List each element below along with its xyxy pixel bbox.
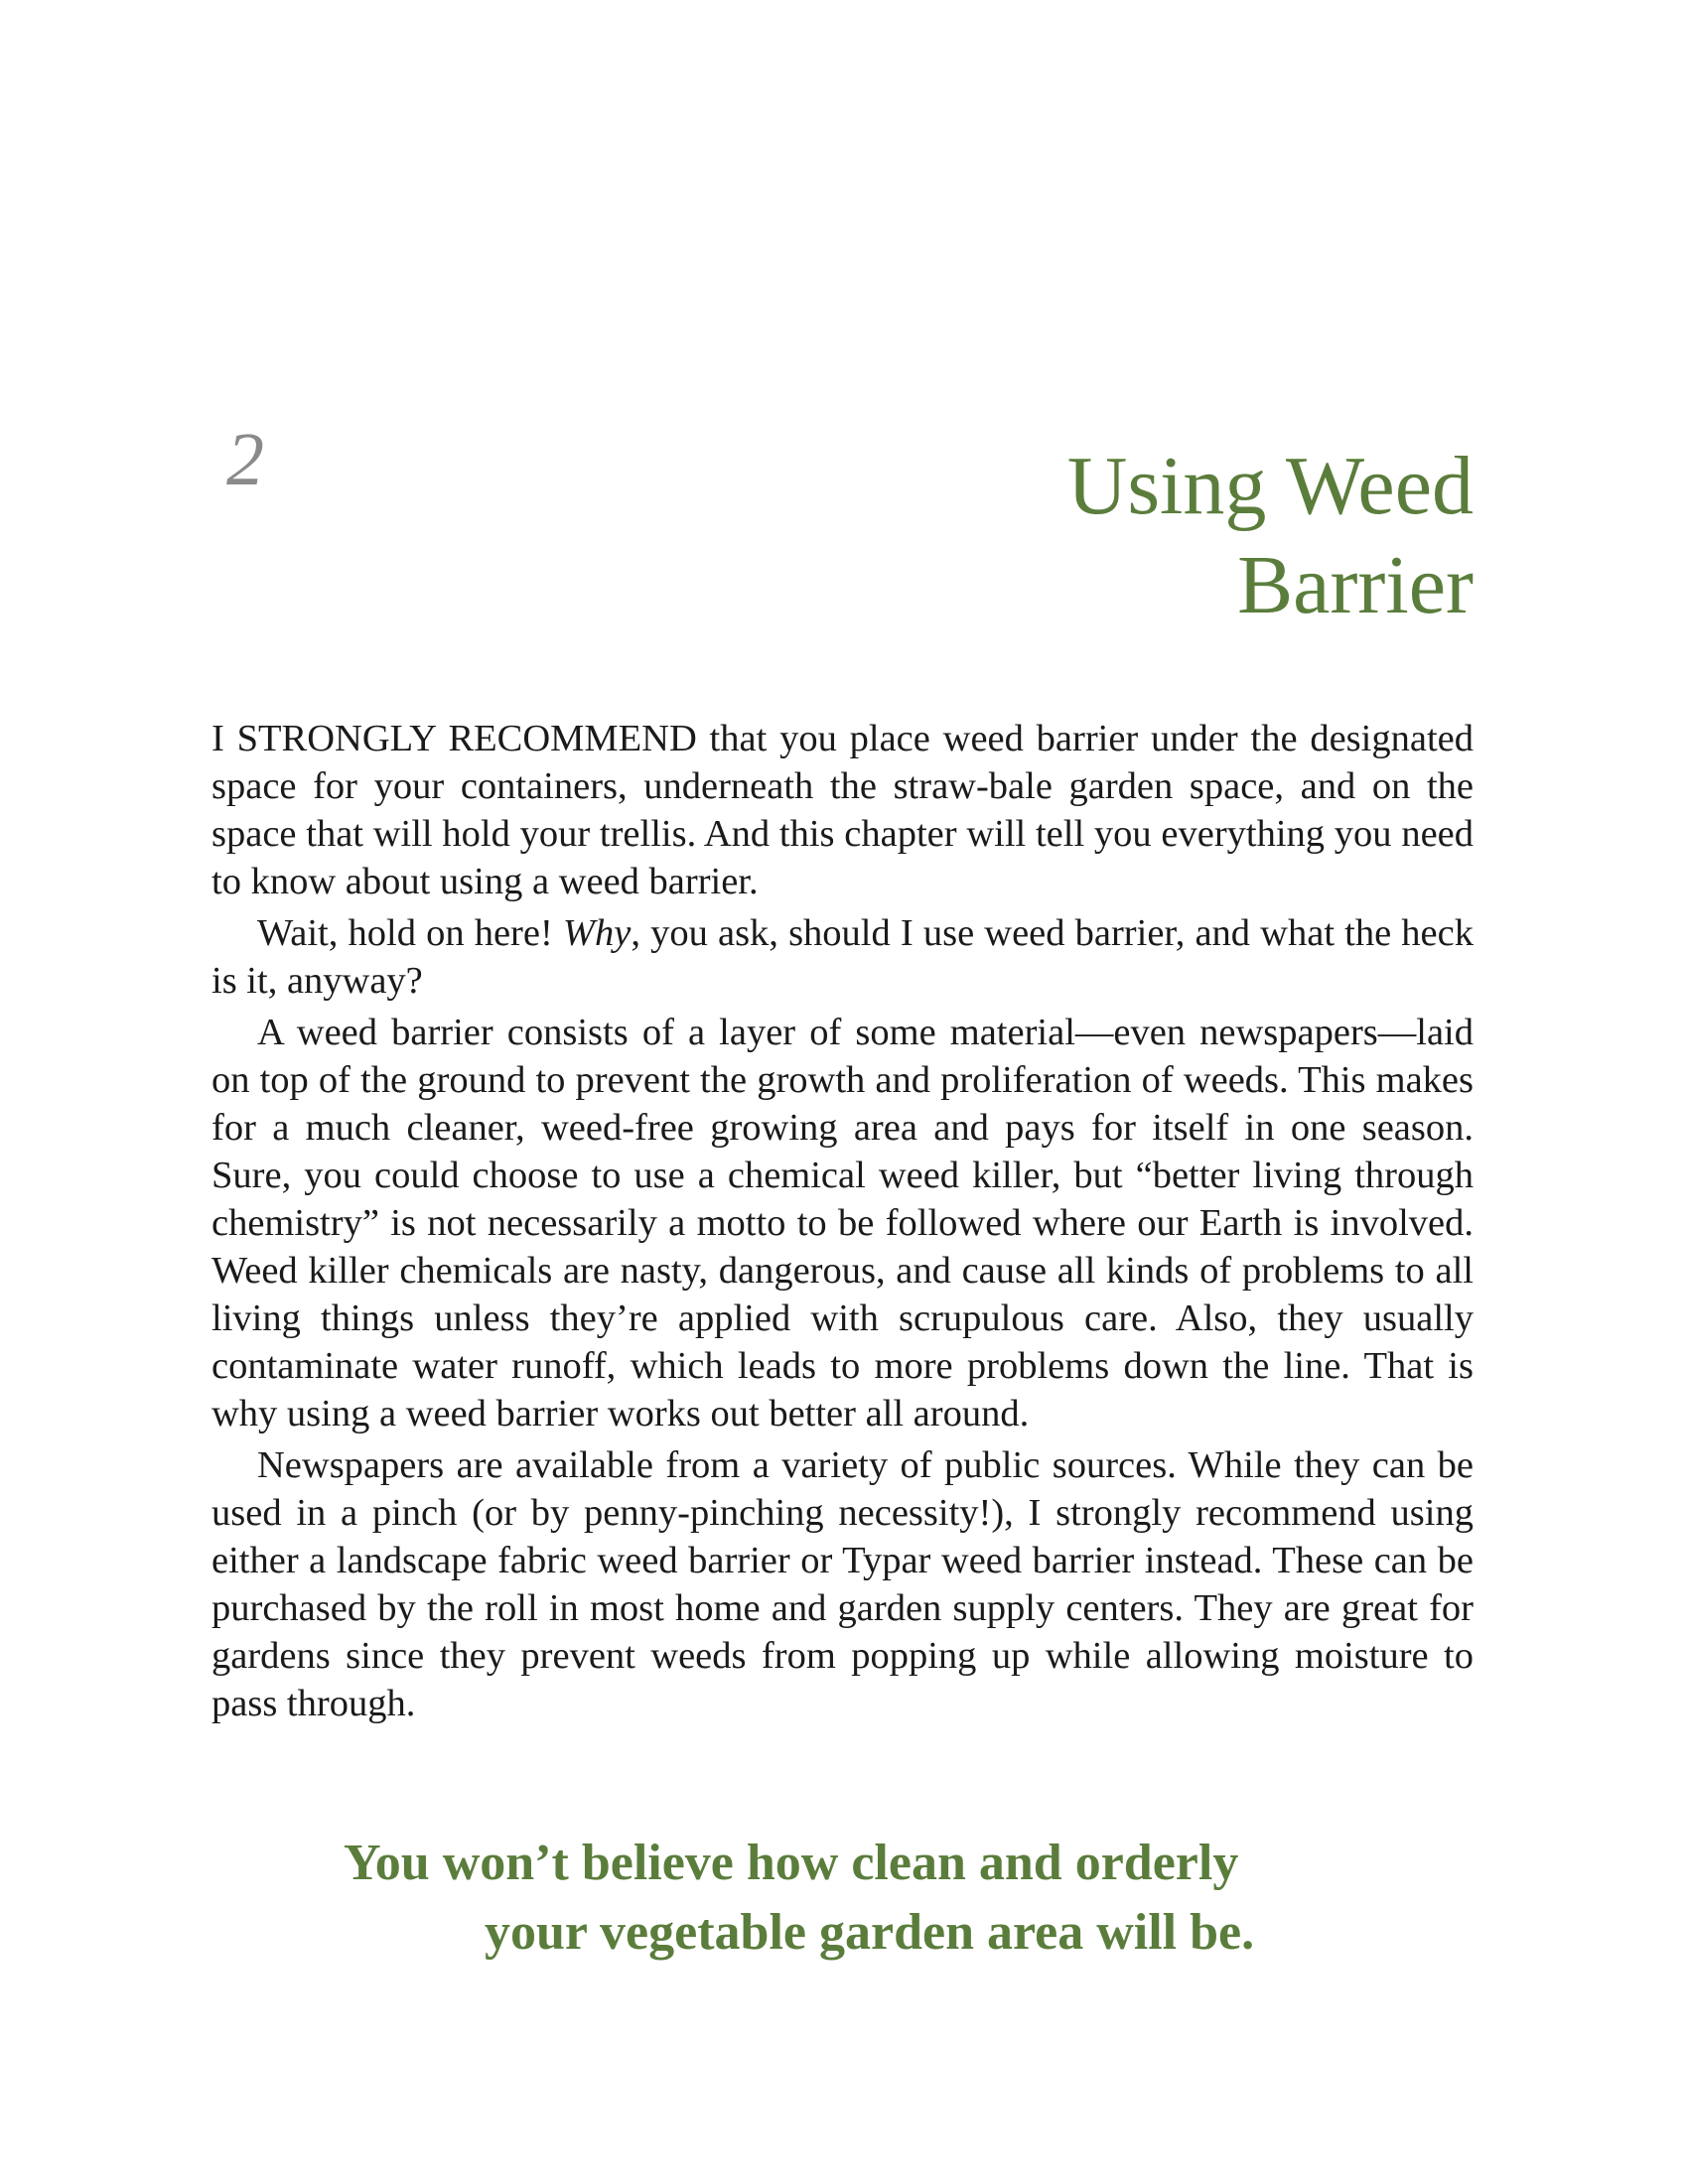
chapter-number: 2	[226, 418, 264, 501]
paragraph-3: A weed barrier consists of a layer of some material—even newspapers—laid on top of the ground to prevent the growth and proliferation of weeds. This makes for a much cleaner, weed-free growing area and pays for itself in one season. Sure, you could choose to use a chemical weed killer, but “better living through chemistry” is not necessarily a motto to be followed where our Earth is involved. Weed killer chemicals are nasty, dangerous, and cause all kinds of problems to all living things unless they’re applied with scrupulous care. Also, they usually contaminate water runoff, which leads to more problems down the line. That is why using a weed barrier works out better all around.	[211, 1012, 1474, 1434]
chapter-title-line-1: Using Weed	[1066, 440, 1474, 532]
paragraph-2-rest: , you ask, should I use weed barrier, and what the heck is it, anyway?	[211, 912, 1474, 1002]
pull-quote-line-2: your vegetable garden area will be.	[485, 1904, 1255, 1961]
chapter-title	[778, 437, 1474, 635]
paragraph-2-lead: Wait, hold on here!	[257, 912, 563, 954]
paragraph-1: I STRONGLY RECOMMEND that you place weed barrier under the designated space for your containers, underneath the straw-bale garden space, and on the space that will hold your trellis. And this chapter will tell you everything you need to know about using a weed barrier.	[211, 718, 1474, 902]
chapter-body	[211, 715, 1474, 1731]
pull-quote	[211, 1829, 1474, 1968]
chapter-title-line-2: Barrier	[1237, 539, 1474, 631]
paragraph-4: Newspapers are available from a variety of public sources. While they can be used in a pinch (or by penny-pinching necessity!), I strongly recommend using either a landscape fabric weed barrier or Typar weed barrier instead. These can be purchased by the roll in most home and garden supply centers. They are great for gardens since they prevent weeds from popping up while allowing moisture to pass through.	[211, 1444, 1474, 1724]
paragraph-2	[211, 909, 1474, 1005]
paragraph-2-emphasis: Why	[562, 912, 632, 954]
pull-quote-line-1: You won’t believe how clean and orderly	[344, 1835, 1239, 1891]
